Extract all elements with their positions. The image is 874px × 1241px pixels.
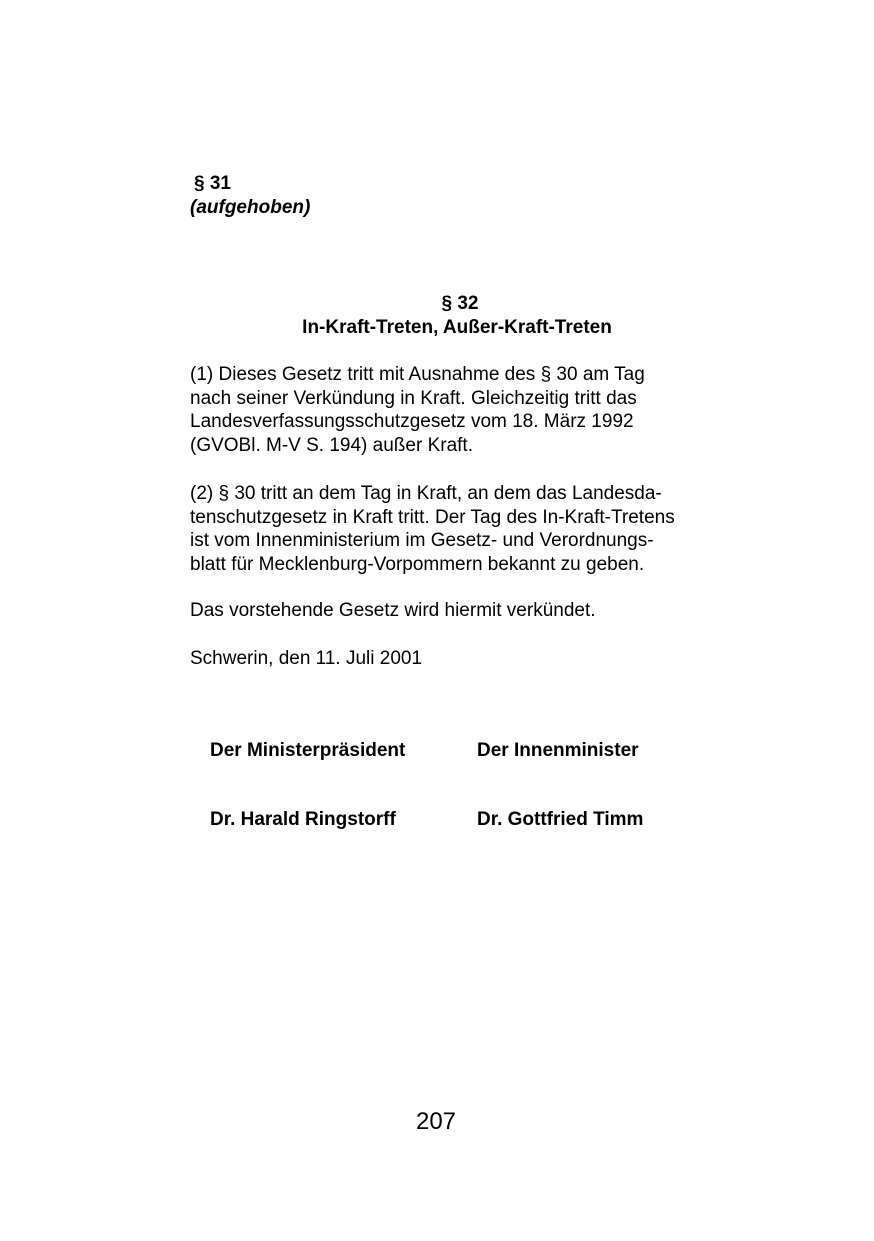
paragraph-line: (2) § 30 tritt an dem Tag in Kraft, an dem das Landesda- <box>190 483 662 504</box>
section-32-paragraph-2 <box>190 482 675 577</box>
paragraph-line: tenschutzgesetz in Kraft tritt. Der Tag des In-Kraft-Tretens <box>190 506 675 528</box>
section-32-number: § 32 <box>441 293 479 314</box>
paragraph-line: (1) Dieses Gesetz tritt mit Ausnahme des § 30 am Tag <box>190 364 645 385</box>
signatory-role-interior-minister: Der Innenminister <box>477 740 639 761</box>
paragraph-line: Landesverfassungsschutzgesetz vom 18. März 1992 <box>190 411 634 433</box>
section-32-title: In-Kraft-Treten, Außer-Kraft-Treten <box>302 317 612 338</box>
page-number: 207 <box>415 1108 457 1135</box>
paragraph-line: ist vom Innenministerium im Gesetz- und Verordnungs- <box>190 530 654 552</box>
paragraph-line: blatt für Mecklenburg-Vorpommern bekannt zu geben. <box>190 554 645 576</box>
proclamation-text: Das vorstehende Gesetz wird hiermit verkündet. <box>190 600 596 621</box>
section-31-status: (aufgehoben) <box>190 197 311 218</box>
signatory-role-minister-president: Der Ministerpräsident <box>210 740 406 761</box>
section-32-paragraph-1 <box>190 363 645 458</box>
place-date: Schwerin, den 11. Juli 2001 <box>190 648 423 669</box>
section-31-number: § 31 <box>194 173 231 194</box>
paragraph-line: (GVOBl. M-V S. 194) außer Kraft. <box>190 435 473 457</box>
signatory-name-interior-minister: Dr. Gottfried Timm <box>477 809 644 830</box>
paragraph-line: nach seiner Verkündung in Kraft. Gleichzeitig tritt das <box>190 387 637 409</box>
signatory-name-minister-president: Dr. Harald Ringstorff <box>210 809 396 830</box>
